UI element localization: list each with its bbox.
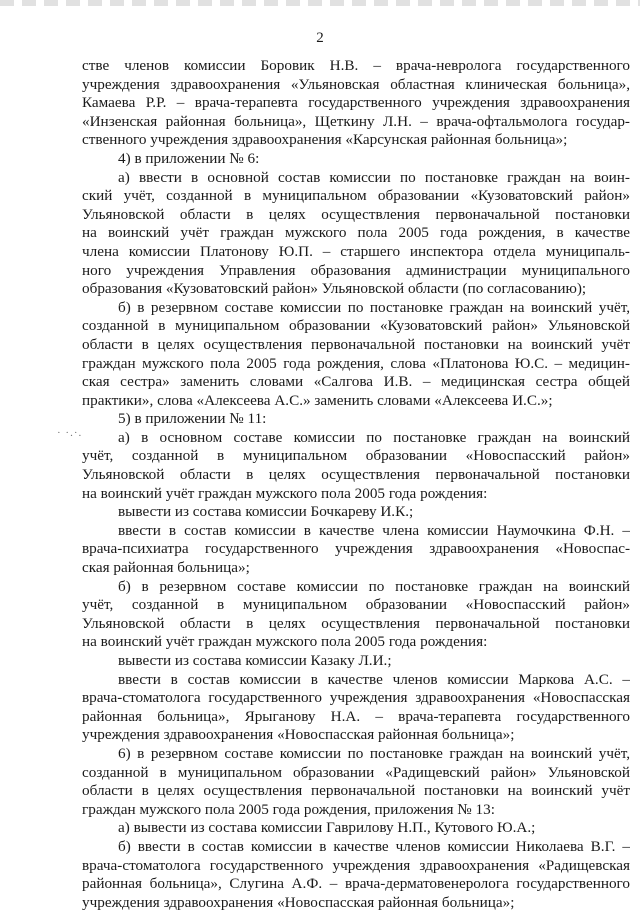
text-line: Камаева Р.Р. – врача-терапевта государственного учреждения здравоохранения [82,94,630,112]
text-line: ская сестра» заменить словами «Салгова И.В. – медицинская сестра общей [82,373,630,391]
text-line: ственного учреждения здравоохранения «Карсунская районная больница»; [82,131,568,149]
text-line: врача-стоматолога государственного учреждения здравоохранения «Радищевская [82,856,630,874]
text-line: Ульяновской области в целях осуществления первоначальной постановки [82,614,630,632]
text-line: учреждения здравоохранения «Новоспасская районная больница»; [82,893,515,911]
text-line: граждан мужского пола 2005 года рождения, слова «Платонова Ю.С. – медицин- [82,354,630,372]
text-line: вывести из состава комиссии Бочкареву И.К.; [118,503,414,521]
text-line: ного учреждения Управления образования администрации муниципального [82,261,630,279]
text-line: созданной в муниципальном образовании «Радищевский район» Ульяновской [82,763,630,781]
text-line: учёт, созданной в муниципальном образовании «Новоспасский район» [82,596,630,614]
scan-stray-mark: · ·.·. [57,427,83,439]
page-number: 2 [316,30,324,46]
text-line: районная больница», Слугина А.Ф. – врача-дерматовенеролога государственного [82,875,630,893]
text-line: а) вывести из состава комиссии Гаврилову Н.П., Кутового Ю.А.; [118,819,536,837]
text-line: ский учёт, созданной в муниципальном образовании «Кузоватовский район» [82,187,630,205]
document-body [82,57,630,912]
text-line: на воинский учёт граждан мужского пола 2005 года рождения, в качестве [82,224,630,242]
text-line: б) в резервном составе комиссии по постановке граждан на воинский учёт, [118,298,630,316]
text-line: районная больница», Ярыганову Н.А. – врача-терапевта государственного [82,707,630,725]
text-line: области в целях осуществления первоначальной постановки на воинский учёт [82,782,630,800]
text-line: стве членов комиссии Боровик Н.В. – врача-невролога государственного [82,57,630,74]
text-line: практики», слова «Алексеева А.С.» заменить словами «Алексеева И.С.»; [82,391,553,409]
scan-edge-artifact [0,0,640,6]
text-line: учреждения здравоохранения «Ульяновская областная клиническая больница», [82,75,630,93]
text-line: 6) в резервном составе комиссии по постановке граждан на воинский учёт, [118,744,630,762]
text-line: на воинский учёт граждан мужского пола 2005 года рождения: [82,484,488,502]
text-line: врача-психиатра государственного учреждения здравоохранения «Новоспас- [82,540,630,558]
text-line: Ульяновской области в целях осуществления первоначальной постановки [82,466,630,484]
text-line: врача-стоматолога государственного учреждения здравоохранения «Новоспасская [82,689,630,707]
text-line: Ульяновской области в целях осуществления первоначальной постановки [82,205,630,223]
text-line: б) в резервном составе комиссии по постановке граждан на воинский [118,577,630,595]
text-line: б) ввести в состав комиссии в качестве членов комиссии Николаева В.Г. – [118,837,630,855]
text-line: образования «Кузоватовский район» Ульяновской области (по согласованию); [82,280,587,298]
text-line: а) ввести в основной состав комиссии по постановке граждан на воин- [118,168,630,186]
text-line: учёт, созданной в муниципальном образовании «Новоспасский район» [82,447,630,465]
text-line: ская районная больница»; [82,559,250,577]
text-line: на воинский учёт граждан мужского пола 2005 года рождения: [82,633,488,651]
text-line: созданной в муниципальном образовании «Кузоватовский район» Ульяновской [82,317,630,335]
text-line: «Инзенская районная больница», Щеткину Л.Н. – врача-офтальмолога государ- [82,112,630,130]
text-line: а) в основном составе комиссии по постановке граждан на воинский [118,428,630,446]
text-line: учреждения здравоохранения «Новоспасская районная больница»; [82,726,515,744]
text-line: ввести в состав комиссии в качестве членов комиссии Маркова А.С. – [118,670,630,688]
text-line: члена комиссии Платонову Ю.П. – старшего инспектора отдела муниципаль- [82,242,630,260]
text-line: 4) в приложении № 6: [118,149,260,167]
text-line: 5) в приложении № 11: [118,410,267,428]
text-line: области в целях осуществления первоначальной постановки на воинский учёт [82,335,630,353]
text-line: граждан мужского пола 2005 года рождения, приложения № 13: [82,800,495,818]
text-line: вывести из состава комиссии Казаку Л.И.; [118,652,392,669]
text-line: ввести в состав комиссии в качестве члена комиссии Наумочкина Ф.Н. – [118,521,630,539]
